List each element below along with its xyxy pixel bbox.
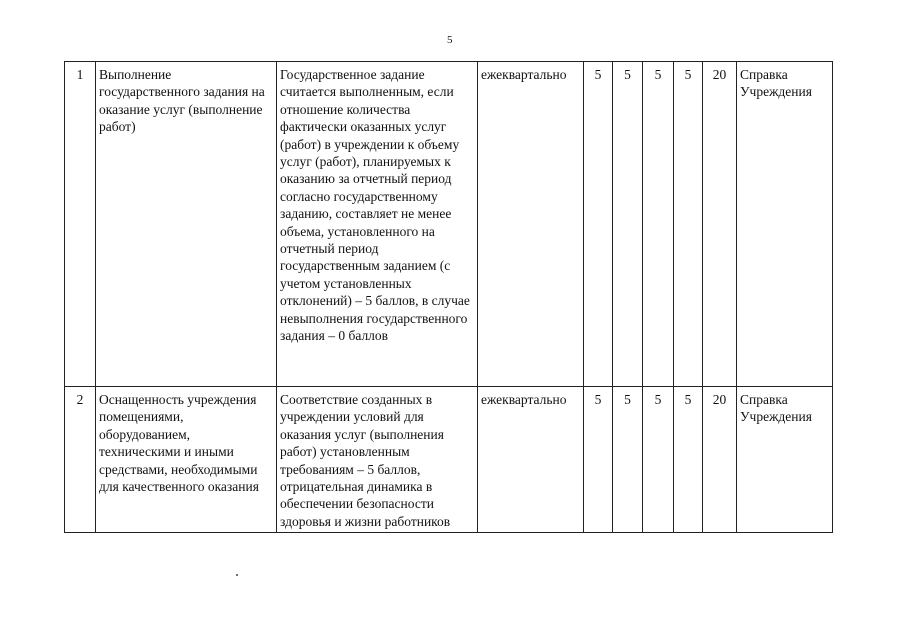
score-cell: 5 <box>584 62 613 387</box>
row-number: 2 <box>65 387 96 533</box>
table-row <box>65 387 833 533</box>
criterion-cell: Государственное задание считается выполненным, если отношение количества фактически оказанных услуг (работ) в учреждении к объему услуг (работ), планируемых к оказанию за отчетный период согласно государственному заданию, составляет не менее объема, установленного на отчетный период государственным заданием (с учетом установленных отклонений) – 5 баллов, в случае невыполнения государственного задания – 0 баллов <box>277 62 478 387</box>
frequency-cell: ежеквартально <box>478 387 584 533</box>
table-row <box>65 62 833 387</box>
scan-speck <box>236 574 238 576</box>
criteria-table <box>64 61 833 533</box>
score-cell: 5 <box>613 387 643 533</box>
score-cell: 5 <box>674 387 703 533</box>
frequency-cell: ежеквартально <box>478 62 584 387</box>
score-cell: 5 <box>643 387 674 533</box>
total-score-cell: 20 <box>703 62 737 387</box>
criterion-cell: Соответствие созданных в учреждении условий для оказания услуг (выполнения работ) установленным требованиям – 5 баллов, отрицательная динамика в обеспечении безопасности здоровья и жизни работников <box>277 387 478 533</box>
row-number: 1 <box>65 62 96 387</box>
score-cell: 5 <box>584 387 613 533</box>
total-score-cell: 20 <box>703 387 737 533</box>
score-cell: 5 <box>613 62 643 387</box>
page-number: 5 <box>447 34 453 46</box>
indicator-cell: Выполнение государственного задания на оказание услуг (выполнение работ) <box>96 62 277 387</box>
source-cell: Справка Учреждения <box>737 387 833 533</box>
score-cell: 5 <box>643 62 674 387</box>
score-cell: 5 <box>674 62 703 387</box>
indicator-cell: Оснащенность учреждения помещениями, оборудованием, техническими и иными средствами, необходимыми для качественного оказания <box>96 387 277 533</box>
source-cell: Справка Учреждения <box>737 62 833 387</box>
